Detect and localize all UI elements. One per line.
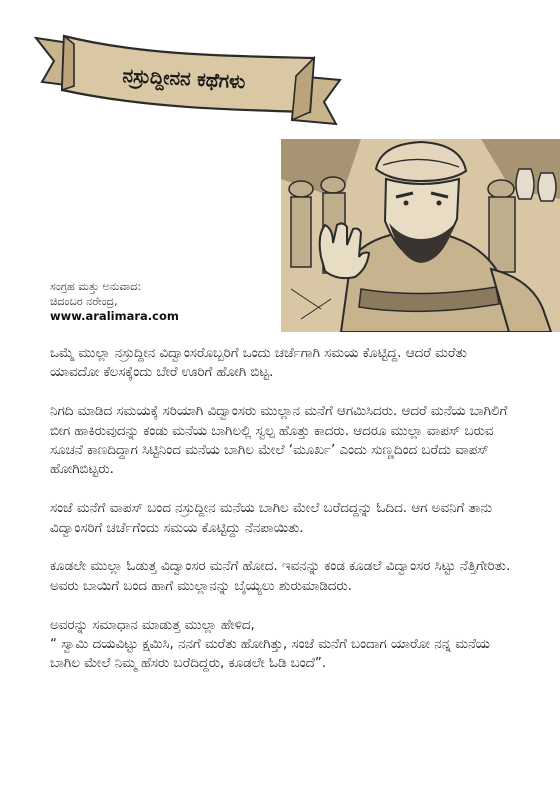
story-body [50, 344, 520, 674]
author-name: ಚಿದಂಬರ ನರೇಂದ್ರ, [50, 295, 118, 308]
story-paragraph: ನಿಗದಿ ಮಾಡಿದ ಸಮಯಕ್ಕೆ ಸರಿಯಾಗಿ ವಿದ್ವಾಂಸರು ಮುಲ್ಲಾನ ಮನೆಗೆ ಆಗಮಿಸಿದರು. ಆದರೆ ಮನೆಯ ಬಾಗಿಲಿಗೆ ಬೀಗ ಹಾಕಿರುವುದನ್ನು ಕಂಡು ಮನೆಯ ಬಾಗಿಲಲ್ಲಿ ಸ್ವಲ್ಪ ಹೊತ್ತು ಕಾದರು. ಆದರೂ ಮುಲ್ಲಾ ವಾಪಸ್ ಬರುವ ಸೂಚನೆ ಕಾಣದಿದ್ದಾಗ ಸಿಟ್ಟಿನಿಂದ ಮನೆಯ ಬಾಗಿಲ ಮೇಲೆ ‘ಮೂರ್ಖ’ ಎಂದು ಸುಣ್ಣದಿಂದ ಬರೆದು ವಾಪಸ್ ಹೋಗಿಬಿಟ್ಟರು. [50, 404, 508, 478]
story-paragraph: ಅವರನ್ನು ಸಮಾಧಾನ ಮಾಡುತ್ತ ಮುಲ್ಲಾ ಹೇಳಿದ, “ ಸ್ವಾಮಿ ದಯವಿಟ್ಟು ಕ್ಷಮಿಸಿ, ನನಗೆ ಮರೆತು ಹೋಗಿತ್ತು, ಸಂಜೆ ಮನೆಗೆ ಬಂದಾಗ ಯಾರೋ ನನ್ನ ಮನೆಯ ಬಾಗಿಲ ಮೇಲೆ ನಿಮ್ಮ ಹೆಸರು ಬರೆದಿದ್ದರು, ಕೂಡಲೇ ಓಡಿ ಬಂದೆ”. [50, 617, 490, 672]
nasruddin-illustration [281, 139, 560, 332]
credits-label: ಸಂಗ್ರಹ ಮತ್ತು ಅನುವಾದ: [50, 280, 142, 293]
title-banner [34, 16, 344, 126]
story-paragraph: ಕೂಡಲೇ ಮುಲ್ಲಾ ಓಡುತ್ತ ವಿದ್ವಾಂಸರ ಮನೆಗೆ ಹೋದ. ಇವನನ್ನು ಕಂಡ ಕೂಡಲೆ ವಿದ್ವಾಂಸರ ಸಿಟ್ಟು ನೆತ್ತಿಗೇರಿತು. ಅವರು ಬಾಯಿಗೆ ಬಂದ ಹಾಗೆ ಮುಲ್ಲಾನನ್ನು ಬೈಯ್ಯಲು ಶುರುಮಾಡಿದರು. [50, 559, 511, 594]
story-paragraph: ಸಂಜೆ ಮನೆಗೆ ವಾಪಸ್ ಬಂದ ನಸ್ರುದ್ದೀನ ಮನೆಯ ಬಾಗಿಲ ಮೇಲೆ ಬರೆದದ್ದನ್ನು ಓದಿದ. ಆಗ ಅವನಿಗೆ ತಾನು ವಿದ್ವಾಂಸರಿಗೆ ಚರ್ಚೆಗೆಂದು ಸಮಯ ಕೊಟ್ಟಿದ್ದು ನೆನಪಾಯಿತು. [50, 501, 493, 536]
story-paragraph: ಒಮ್ಮೆ ಮುಲ್ಲಾ ನಸ್ರುದ್ದೀನ ವಿದ್ವಾಂಸರೊಬ್ಬರಿಗೆ ಒಂದು ಚರ್ಚೆಗಾಗಿ ಸಮಯ ಕೊಟ್ಟಿದ್ದ. ಆದರೆ ಮರೆತು ಯಾವದೋ ಕೆಲಸಕ್ಕೆಂದು ಬೇರೆ ಊರಿಗೆ ಹೋಗಿ ಬಿಟ್ಟ. [50, 346, 467, 381]
page-title: ನಸ್ರುದ್ದೀನನ ಕಥೆಗಳು [122, 64, 246, 94]
credits-block [50, 279, 179, 324]
website-link[interactable]: www.aralimara.com [50, 309, 179, 323]
